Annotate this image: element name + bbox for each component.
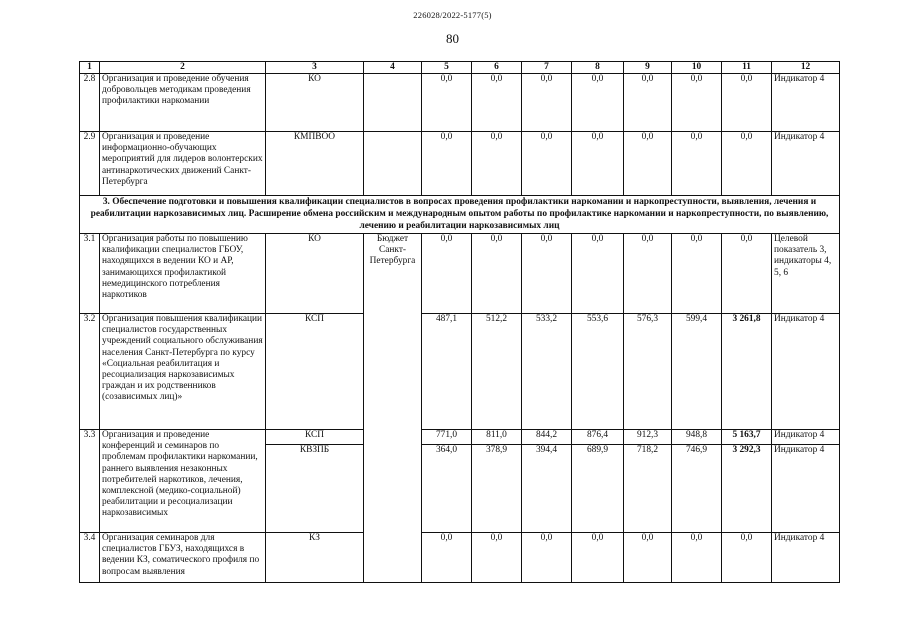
row-name: Организация повышения квалификации специалистов государственных учреждений социального обслуживания населения Санкт-Петербурга по курсу «Социальная реабилитация и ресоциализация наркозависимых граждан и их родственников (созависимых лиц)»: [100, 314, 266, 430]
col-num-9: 9: [624, 62, 672, 74]
value-cell: 0,0: [722, 132, 772, 196]
col-num-7: 7: [522, 62, 572, 74]
table-row: [80, 430, 840, 445]
value-cell: 576,3: [624, 314, 672, 430]
value-cell: 0,0: [672, 132, 722, 196]
section-3-title: 3. Обеспечение подготовки и повышения квалификации специалистов в вопросах проведения профилактики наркомании и наркопреступности, выявления, лечения и реабилитации наркозависимых лиц. Расширение обмена российским и международным опытом работы по профилактике наркомании и наркопреступности, по выявлению, лечению и реабилитации наркозависимых лиц: [80, 196, 840, 234]
value-cell: 0,0: [422, 74, 472, 132]
value-cell: 0,0: [572, 234, 624, 314]
value-cell: 0,0: [472, 74, 522, 132]
table-row: [80, 533, 840, 583]
value-cell: 0,0: [624, 234, 672, 314]
value-cell: 364,0: [422, 445, 472, 533]
value-cell: 533,2: [522, 314, 572, 430]
value-cell: 0,0: [722, 234, 772, 314]
value-cell: 0,0: [672, 74, 722, 132]
row-indicator: Индикатор 4: [772, 430, 840, 445]
value-cell: 0,0: [522, 234, 572, 314]
value-cell: 553,6: [572, 314, 624, 430]
row-number: 3.4: [80, 533, 100, 583]
row-name: Организация семинаров для специалистов ГБУЗ, находящихся в ведении КЗ, соматического профиля по вопросам выявления: [100, 533, 266, 583]
col-num-6: 6: [472, 62, 522, 74]
value-cell: 394,4: [522, 445, 572, 533]
value-cell: 718,2: [624, 445, 672, 533]
value-cell: 948,8: [672, 430, 722, 445]
value-cell: 0,0: [472, 234, 522, 314]
row-indicator: Целевой показатель 3, индикаторы 4, 5, 6: [772, 234, 840, 314]
row-number: 3.3: [80, 430, 100, 533]
value-cell: 0,0: [522, 533, 572, 583]
value-cell: 0,0: [572, 132, 624, 196]
document-number: 226028/2022-5177(5): [413, 10, 492, 20]
col-num-2: 2: [100, 62, 266, 74]
value-cell: 0,0: [472, 533, 522, 583]
value-cell: 0,0: [672, 533, 722, 583]
row-source: [364, 132, 422, 196]
value-cell: 0,0: [422, 234, 472, 314]
row-number: 3.2: [80, 314, 100, 430]
value-cell: 844,2: [522, 430, 572, 445]
page-number: 80: [446, 31, 459, 46]
row-indicator: Индикатор 4: [772, 445, 840, 533]
row-source: [364, 314, 422, 430]
row-number: 2.8: [80, 74, 100, 132]
row-name: Организация и проведение конференций и семинаров по проблемам профилактики наркомании, раннего выявления незаконных потребителей наркотиков, лечения, комплексной (медико-социальной) реабилитации и ресоциализации наркозависимых: [100, 430, 266, 533]
table-row: [80, 314, 840, 430]
value-cell: 378,9: [472, 445, 522, 533]
value-cell: 0,0: [722, 533, 772, 583]
row-executor: КСП: [266, 430, 364, 445]
row-indicator: Индикатор 4: [772, 533, 840, 583]
col-num-1: 1: [80, 62, 100, 74]
value-cell: 0,0: [572, 74, 624, 132]
funding-source: Бюджет Санкт-Петербурга: [364, 234, 422, 314]
col-num-5: 5: [422, 62, 472, 74]
value-cell: 0,0: [422, 132, 472, 196]
column-number-row: [80, 62, 840, 74]
row-executor: КСП: [266, 314, 364, 430]
value-cell: 599,4: [672, 314, 722, 430]
value-cell: 689,9: [572, 445, 624, 533]
value-cell: 0,0: [672, 234, 722, 314]
value-cell: 746,9: [672, 445, 722, 533]
value-cell: 0,0: [572, 533, 624, 583]
row-source: [364, 533, 422, 583]
table-row: [80, 234, 840, 314]
col-num-8: 8: [572, 62, 624, 74]
value-cell: 0,0: [624, 533, 672, 583]
value-cell: 0,0: [472, 132, 522, 196]
row-source: [364, 74, 422, 132]
row-executor: КО: [266, 234, 364, 314]
row-name: Организация работы по повышению квалификации специалистов ГБОУ, находящихся в ведении КО и АР, занимающихся профилактикой немедицинского потребления наркотиков: [100, 234, 266, 314]
value-cell: 0,0: [522, 74, 572, 132]
value-cell: 876,4: [572, 430, 624, 445]
value-cell-total: 3 292,3: [722, 445, 772, 533]
col-num-3: 3: [266, 62, 364, 74]
value-cell: 487,1: [422, 314, 472, 430]
row-indicator: Индикатор 4: [772, 132, 840, 196]
row-executor: КМПВОО: [266, 132, 364, 196]
row-executor: КЗ: [266, 533, 364, 583]
value-cell: 811,0: [472, 430, 522, 445]
value-cell: 0,0: [522, 132, 572, 196]
row-executor: КВЗПБ: [266, 445, 364, 533]
value-cell: 0,0: [624, 74, 672, 132]
row-source: [364, 430, 422, 445]
table-row: [80, 74, 840, 132]
row-number: 3.1: [80, 234, 100, 314]
program-table: [79, 61, 840, 583]
col-num-12: 12: [772, 62, 840, 74]
value-cell: 0,0: [422, 533, 472, 583]
value-cell-total: 3 261,8: [722, 314, 772, 430]
value-cell: 0,0: [722, 74, 772, 132]
value-cell: 912,3: [624, 430, 672, 445]
col-num-4: 4: [364, 62, 422, 74]
row-indicator: Индикатор 4: [772, 74, 840, 132]
value-cell: 0,0: [624, 132, 672, 196]
row-executor: КО: [266, 74, 364, 132]
value-cell: 771,0: [422, 430, 472, 445]
value-cell-total: 5 163,7: [722, 430, 772, 445]
row-source: [364, 445, 422, 533]
row-name: Организация и проведение информационно-обучающих мероприятий для лидеров волонтерских антинаркотических движений Санкт-Петербурга: [100, 132, 266, 196]
col-num-11: 11: [722, 62, 772, 74]
col-num-10: 10: [672, 62, 722, 74]
value-cell: 512,2: [472, 314, 522, 430]
table-row: [80, 132, 840, 196]
row-number: 2.9: [80, 132, 100, 196]
row-name: Организация и проведение обучения добровольцев методикам проведения профилактики наркомании: [100, 74, 266, 132]
section-header-row: [80, 196, 840, 234]
row-indicator: Индикатор 4: [772, 314, 840, 430]
